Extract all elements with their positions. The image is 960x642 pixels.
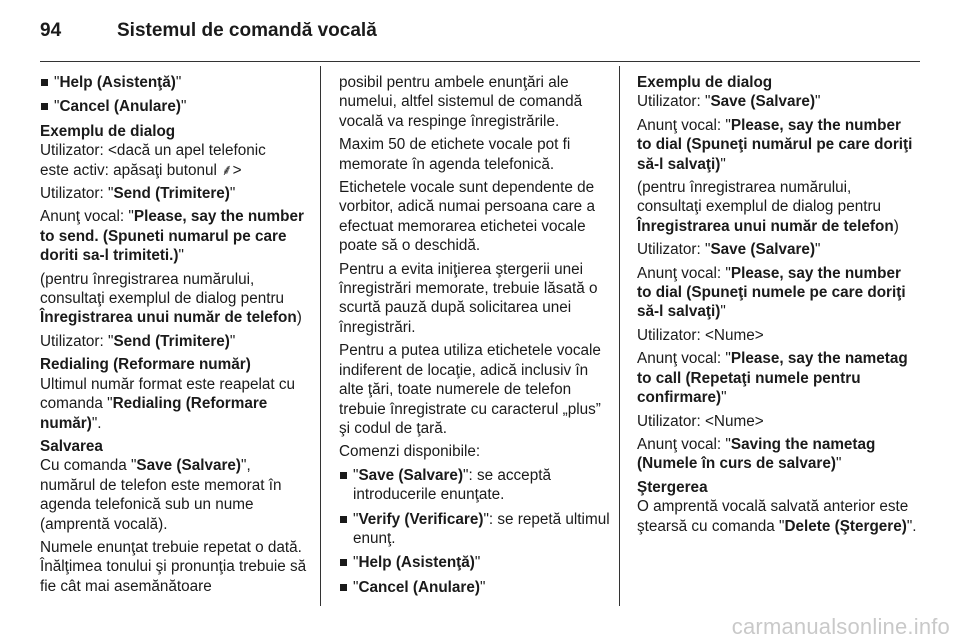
phone-icon: ⸙: [221, 161, 233, 179]
section-heading: Exemplu de dialog: [637, 74, 773, 91]
page-title: Sistemul de comandă vocală: [117, 20, 377, 41]
list-item: "Cancel (Anulare)": [339, 578, 614, 597]
paragraph: Utilizator: "Send (Trimitere)": [40, 332, 236, 350]
paragraph: posibil pentru ambele enunţări ale numelui, altfel sistemul de comandă vocală va respinge înregistrările.: [339, 74, 583, 130]
paragraph: Pentru a putea utiliza etichetele vocale indiferent de locaţie, adică inclusiv în alte ţări, toate numerele de telefon trebuie înregistrate cu caracterul „plus” şi codul de ţară.: [339, 342, 601, 437]
command-list: [339, 466, 614, 597]
paragraph: Anunţ vocal: "Please, say the nametag to call (Repetaţi numele pentru confirmare)": [637, 350, 908, 407]
section-heading: Exemplu de dialog: [40, 122, 176, 140]
paragraph: (pentru înregistrarea numărului, consultaţi exemplul de dialog pentru Înregistrarea unui număr de telefon): [637, 179, 899, 235]
paragraph: Anunţ vocal: "Please, say the number to send. (Spuneti numarul pe care doriti sa-l trimiteti.)": [40, 208, 304, 265]
paragraph: Etichetele vocale sunt dependente de vorbitor, adică numai persoana care a efectuat memorarea etichetei vocale poate să o deschidă.: [339, 179, 595, 255]
column-3: [637, 73, 919, 540]
list-item: "Help (Asistenţă)": [40, 73, 310, 92]
paragraph: Anunţ vocal: "Please, say the number to dial (Spuneţi numele pe care doriţi să-l salvaţi)": [637, 264, 906, 321]
page-header: [40, 14, 920, 50]
paragraph: Pentru a evita iniţierea ştergerii unei înregistrări memorate, trebuie lăsată o scurtă pauză după solicitarea unei înregistrări.: [339, 260, 598, 336]
section-heading: Redialing (Reformare număr): [40, 356, 251, 374]
column-2: [339, 73, 614, 602]
page-number: 94: [40, 20, 62, 41]
list-item: "Cancel (Anulare)": [40, 97, 310, 116]
paragraph: Utilizator: "Send (Trimitere)": [40, 185, 236, 203]
column-divider: [320, 66, 321, 606]
section-heading: Ştergerea: [637, 478, 708, 496]
paragraph: Utilizator: <dacă un apel telefonic este activ: apăsaţi butonul ⸙>: [40, 142, 266, 179]
section-heading: Salvarea: [40, 437, 103, 455]
header-rule: [40, 61, 920, 62]
list-item: "Help (Asistenţă)": [339, 553, 614, 572]
list-item: "Verify (Verificare)": se repetă ultimul enunţ.: [339, 510, 614, 549]
paragraph: O amprentă vocală salvată anterior este ştearsă cu comanda "Delete (Ştergere)".: [637, 498, 917, 535]
paragraph: Ultimul număr format este reapelat cu comanda "Redialing (Reformare număr)".: [40, 375, 296, 432]
paragraph: Comenzi disponibile:: [339, 443, 481, 461]
column-1: [40, 73, 310, 600]
paragraph: Maxim 50 de etichete vocale pot fi memorate în agenda telefonică.: [339, 136, 571, 173]
paragraph: Utilizator: <Nume>: [637, 412, 764, 430]
list-item: "Save (Salvare)": se acceptă introducerile enunţate.: [339, 466, 614, 505]
paragraph: Cu comanda "Save (Salvare)", numărul de telefon este memorat în agenda telefonică sub un nume (amprentă vocală).: [40, 457, 282, 533]
watermark: carmanualsonline.info: [731, 614, 950, 639]
paragraph: Utilizator: "Save (Salvare)": [637, 241, 821, 259]
paragraph: Anunţ vocal: "Saving the nametag (Numele în curs de salvare)": [637, 435, 876, 473]
paragraph: (pentru înregistrarea numărului, consultaţi exemplul de dialog pentru Înregistrarea unui număr de telefon): [40, 270, 302, 327]
paragraph: Utilizator: "Save (Salvare)": [637, 93, 821, 111]
column-divider: [619, 66, 620, 606]
command-list: [40, 73, 310, 117]
paragraph: Anunţ vocal: "Please, say the number to dial (Spuneţi numărul pe care doriţi să-l salvaţi)": [637, 116, 913, 173]
paragraph: Numele enunţat trebuie repetat o dată. Înălţimea tonului şi pronunţia trebuie să fie cât mai asemănătoare: [40, 538, 307, 595]
paragraph: Utilizator: <Nume>: [637, 326, 764, 344]
